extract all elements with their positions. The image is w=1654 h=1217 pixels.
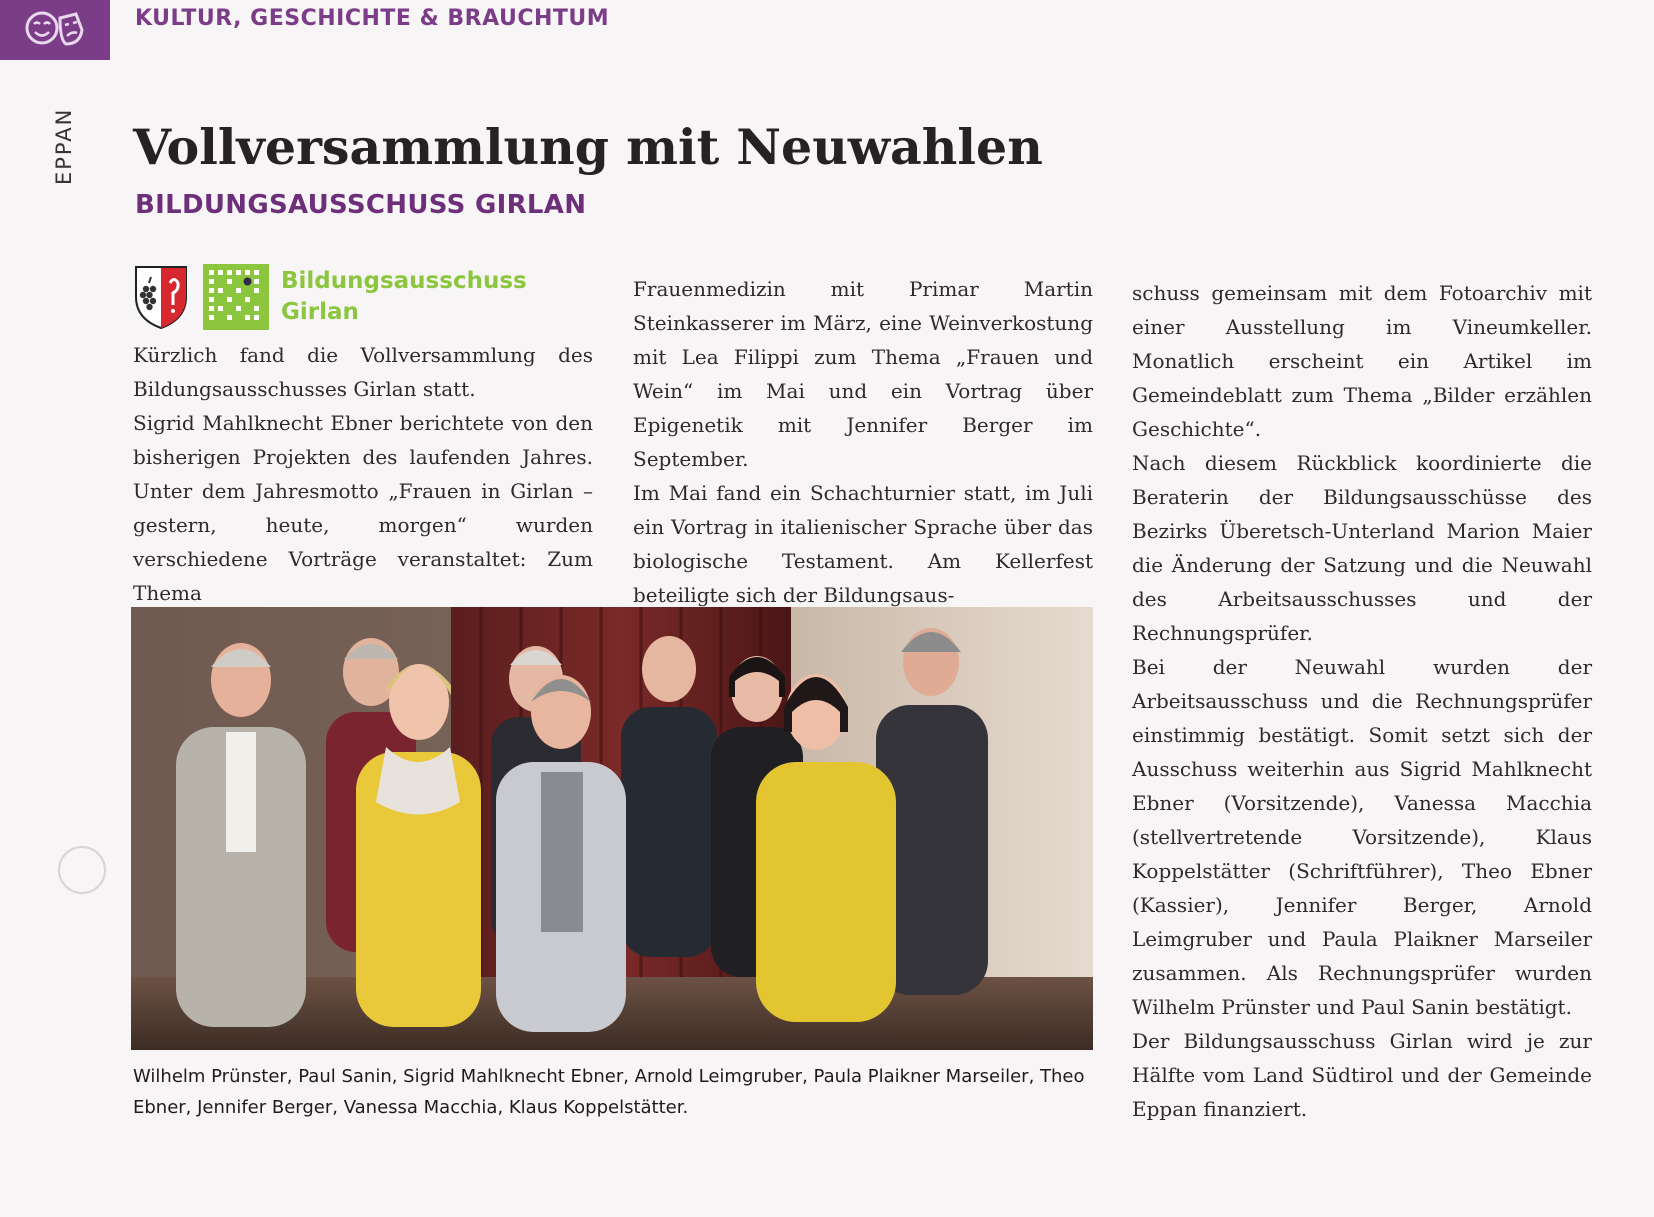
dot-grid-logo-icon	[203, 264, 269, 330]
paragraph: Bei der Neuwahl wurden der Arbeitsausschuss und die Rechnungsprüfer einstimmig bestätigt. Somit setzt sich der Ausschuss weiterhin aus Sigrid Mahlknecht Ebner (Vorsitzende), Vanessa Macchia (stellvertretende Vorsitzende), Klaus Koppelstätter (Schriftführer), Theo Ebner (Kassier), Jennifer Berger, Arnold Leimgruber und Paula Plaikner Marseiler zusammen. Als Rechnungsprüfer wurden Wilhelm Prünster und Paul Sanin bestätigt.	[1132, 655, 1592, 1019]
paragraph: Nach diesem Rückblick koordinierte die Beraterin der Bildungsausschüsse des Bezirks Überetsch-Unterland Marion Maier die Änderung der Satzung und die Neuwahl des Arbeitsausschusses und der Rechnungsprüfer.	[1132, 451, 1592, 645]
article-title: Vollversammlung mit Neuwahlen	[133, 118, 1043, 176]
article-column-2	[633, 272, 1093, 612]
photo-caption: Wilhelm Prünster, Paul Sanin, Sigrid Mahlknecht Ebner, Arnold Leimgruber, Paula Plaikner Marseiler, Theo Ebner, Jennifer Berger, Vanessa Macchia, Klaus Koppelstätter.	[133, 1066, 1085, 1118]
theater-masks-icon	[18, 6, 92, 54]
logo-text	[281, 266, 527, 328]
logo-line-1: Bildungsausschuss	[281, 268, 527, 294]
section-label: KULTUR, GESCHICHTE & BRAUCHTUM	[135, 6, 610, 31]
group-photo	[131, 607, 1093, 1050]
side-label: EPPAN	[52, 107, 76, 185]
paragraph: schuss gemeinsam mit dem Fotoarchiv mit einer Ausstellung im Vineumkeller. Monatlich erscheint ein Artikel im Gemeindeblatt zum Thema „Bilder erzählen Geschichte“.	[1132, 281, 1592, 441]
paragraph: Der Bildungsausschuss Girlan wird je zur Hälfte vom Land Südtirol und der Gemeinde Eppan finanziert.	[1132, 1029, 1592, 1121]
logo-line-2: Girlan	[281, 299, 359, 325]
organization-logo	[133, 262, 527, 332]
paragraph: Frauenmedizin mit Primar Martin Steinkasserer im März, eine Weinverkostung mit Lea Filippi zum Thema „Frauen und Wein“ im Mai und ein Vortrag über Epigenetik mit Jennifer Berger im September.	[633, 277, 1093, 471]
article-column-3	[1132, 276, 1592, 1126]
punch-hole-mark	[58, 846, 106, 894]
paragraph: Im Mai fand ein Schachturnier statt, im Juli ein Vortrag in italienischer Sprache über das biologische Testament. Am Kellerfest beteiligte sich der Bildungsaus-	[633, 481, 1093, 607]
article-column-1	[133, 338, 593, 610]
paragraph: Kürzlich fand die Vollversammlung des Bildungsausschusses Girlan statt.	[133, 343, 593, 401]
article-subtitle: BILDUNGSAUSSCHUSS GIRLAN	[135, 190, 587, 220]
section-tab	[0, 0, 110, 60]
paragraph: Sigrid Mahlknecht Ebner berichtete von den bisherigen Projekten des laufenden Jahres. Unter dem Jahresmotto „Frauen in Girlan – gestern, heute, morgen“ wurden verschiedene Vorträge veranstaltet: Zum Thema	[133, 411, 593, 605]
girlan-coat-of-arms-icon	[133, 263, 189, 331]
